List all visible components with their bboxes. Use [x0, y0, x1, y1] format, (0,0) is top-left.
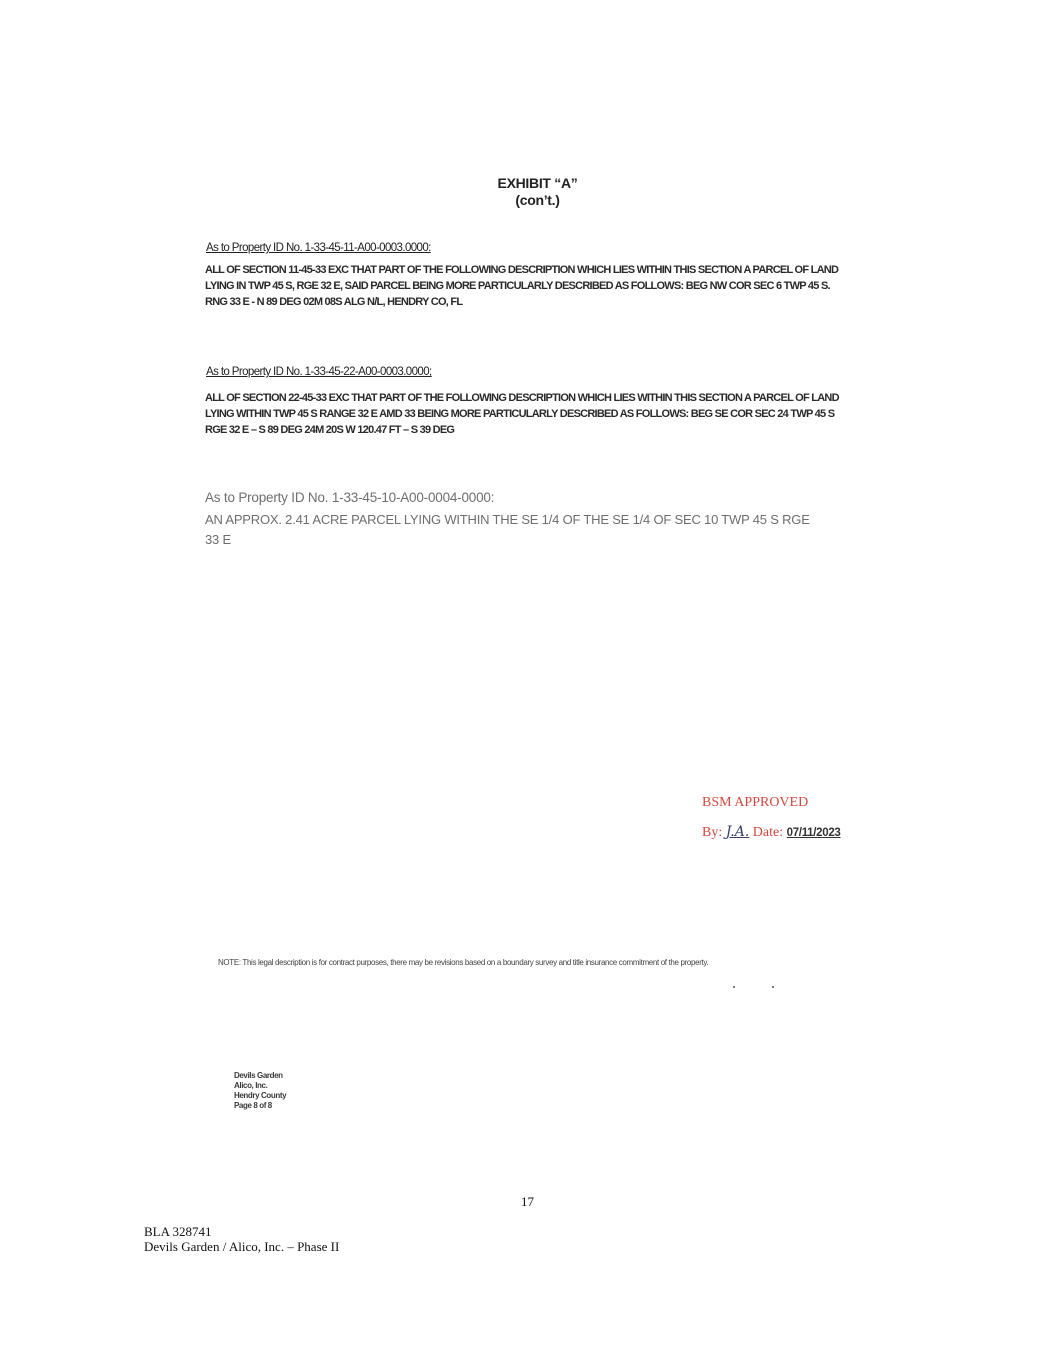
footer-page-of: Page 8 of 8: [234, 1101, 272, 1110]
scan-mark: [772, 986, 774, 988]
stamp-signature-initials: J.A.: [725, 824, 750, 840]
parcel-1-description: ALL OF SECTION 11-45-33 EXC THAT PART OF THE FOLLOWING DESCRIPTION WHICH LIES WITHIN THIS SECTION A PARCEL OF LAND LYING IN TWP 45 S, RGE 32 E, SAID PARCEL BEING MORE PARTICULARLY DESCRIBED AS FOLLOWS: BEG NW COR SEC 6 TWP 45 S. RNG 33 E - N 89 DEG 02M 08S ALG N/L, HENDRY CO, FL: [205, 264, 839, 308]
bla-number: BLA 328741: [144, 1224, 212, 1239]
approval-stamp-line: [702, 824, 841, 841]
document-footer-block: [234, 1071, 286, 1111]
footer-line: Alico, Inc.: [234, 1081, 268, 1090]
stamp-date-label: Date:: [752, 825, 784, 840]
footer-line: Devils Garden: [234, 1071, 283, 1080]
page-number: 17: [521, 1194, 534, 1209]
parcel-3-property-id: As to Property ID No. 1-33-45-10-A00-0004-0000:: [205, 490, 495, 505]
footer-line: Hendry County: [234, 1091, 287, 1100]
stamp-by-label: By:: [702, 825, 723, 840]
legal-note: NOTE: This legal description is for contract purposes, there may be revisions based on a boundary survey and title insurance commitment of the property.: [218, 958, 709, 967]
parcel-1-property-id: As to Property ID No. 1-33-45-11-A00-0003.0000:: [206, 242, 431, 254]
stamp-date: 07/11/2023: [786, 827, 841, 839]
document-reference: [144, 1224, 339, 1254]
scan-mark: [733, 986, 735, 988]
parcel-2-description: ALL OF SECTION 22-45-33 EXC THAT PART OF THE FOLLOWING DESCRIPTION WHICH LIES WITHIN THIS SECTION A PARCEL OF LAND LYING WITHIN TWP 45 S RANGE 32 E AMD 33 BEING MORE PARTICULARLY DESCRIBED AS FOLLOWS: BEG SE COR SEC 24 TWP 45 S RGE 32 E – S 89 DEG 24M 20S W 120.47 FT – S 39 DEG: [205, 392, 839, 436]
parcel-2-property-id: As to Property ID No. 1-33-45-22-A00-0003.0000;: [206, 366, 432, 378]
approval-stamp-title: BSM APPROVED: [702, 795, 809, 810]
parcel-3-description: AN APPROX. 2.41 ACRE PARCEL LYING WITHIN THE SE 1/4 OF THE SE 1/4 OF SEC 10 TWP 45 S RGE 33 E: [205, 512, 810, 547]
exhibit-subtitle: (con’t.): [515, 192, 560, 208]
project-name: Devils Garden / Alico, Inc. – Phase II: [144, 1239, 340, 1254]
exhibit-title: EXHIBIT “A”: [497, 175, 578, 191]
